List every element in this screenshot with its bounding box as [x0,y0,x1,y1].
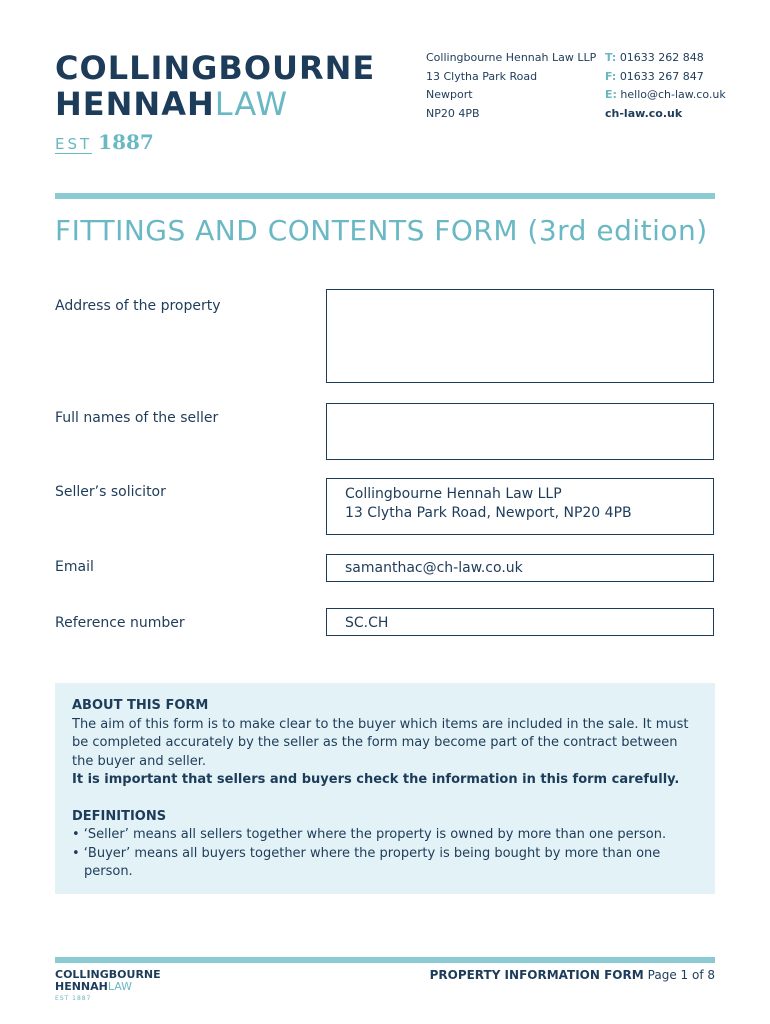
footer-form-name: PROPERTY INFORMATION FORM [429,968,644,982]
solicitor-field[interactable] [326,478,714,535]
contact-email[interactable] [605,86,726,105]
reference-field[interactable]: SC.CH [326,608,714,636]
page-title: FITTINGS AND CONTENTS FORM (3rd edition) [55,214,708,247]
email-field[interactable]: samanthac@ch-law.co.uk [326,554,714,582]
about-heading: ABOUT THIS FORM [72,698,209,713]
fax-label: F: [605,69,617,83]
reference-label: Reference number [55,615,185,631]
seller-names-field[interactable] [326,403,714,460]
solicitor-address: 13 Clytha Park Road, Newport, NP20 4PB [345,505,632,521]
logo-hennah: HENNAH [55,85,215,123]
contact-fax [605,68,726,87]
about-panel [55,683,715,894]
logo-year: 1887 [98,130,154,154]
about-text: The aim of this form is to make clear to the buyer which items are included in the sale. It must be completed accurately by the seller as the form may become part of the contract between the buyer and seller. [72,716,689,769]
contact-address [426,49,596,123]
email-address[interactable]: hello@ch-law.co.uk [620,88,726,101]
logo-line1: COLLINGBOURNE [55,49,376,87]
contact-website[interactable] [605,105,726,124]
header-divider [55,193,715,199]
solicitor-label: Seller’s solicitor [55,484,166,500]
contact-address-line: Collingbourne Hennah Law LLP [426,51,597,64]
fax-number: 01633 267 847 [619,69,704,83]
address-field[interactable] [326,289,714,383]
contact-address-line: NP20 4PB [426,106,480,120]
logo-line2 [55,86,288,122]
phone-number: 01633 262 848 [619,51,704,64]
definition-item: • ‘Buyer’ means all buyers together where the property is being bought by more than one person. [72,845,661,879]
address-label: Address of the property [55,298,221,314]
footer-divider [55,957,715,963]
contact-address-line: 13 Clytha Park Road [426,69,538,83]
footer-logo-line1: COLLINGBOURNE [55,968,161,981]
seller-label: Full names of the seller [55,410,219,426]
contact-address-line: Newport [426,88,473,101]
email-field-label: Email [55,559,94,575]
website-link[interactable]: ch-law.co.uk [605,106,683,120]
footer-logo [55,969,161,1005]
footer-page-info [430,968,715,982]
definitions-list [72,826,698,882]
definitions-heading: DEFINITIONS [72,808,167,824]
contact-details [605,49,726,123]
phone-label: T: [605,51,617,64]
about-warning: It is important that sellers and buyers check the information in this form carefully. [72,772,680,787]
logo-law: LAW [214,85,289,123]
email-label: E: [605,88,617,101]
logo-est-label: EST [55,135,93,153]
definition-item: • ‘Seller’ means all sellers together where the property is owned by more than one person. [72,827,667,842]
solicitor-name: Collingbourne Hennah Law LLP [345,486,562,502]
footer-logo-law: LAW [107,980,133,993]
footer-logo-est: EST 1887 [55,995,92,1002]
footer-logo-hennah: HENNAH [55,980,108,993]
logo-established [55,130,154,154]
page-number: Page 1 of 8 [647,968,715,982]
contact-phone [605,49,726,68]
footer-logo-line2 [55,981,161,993]
